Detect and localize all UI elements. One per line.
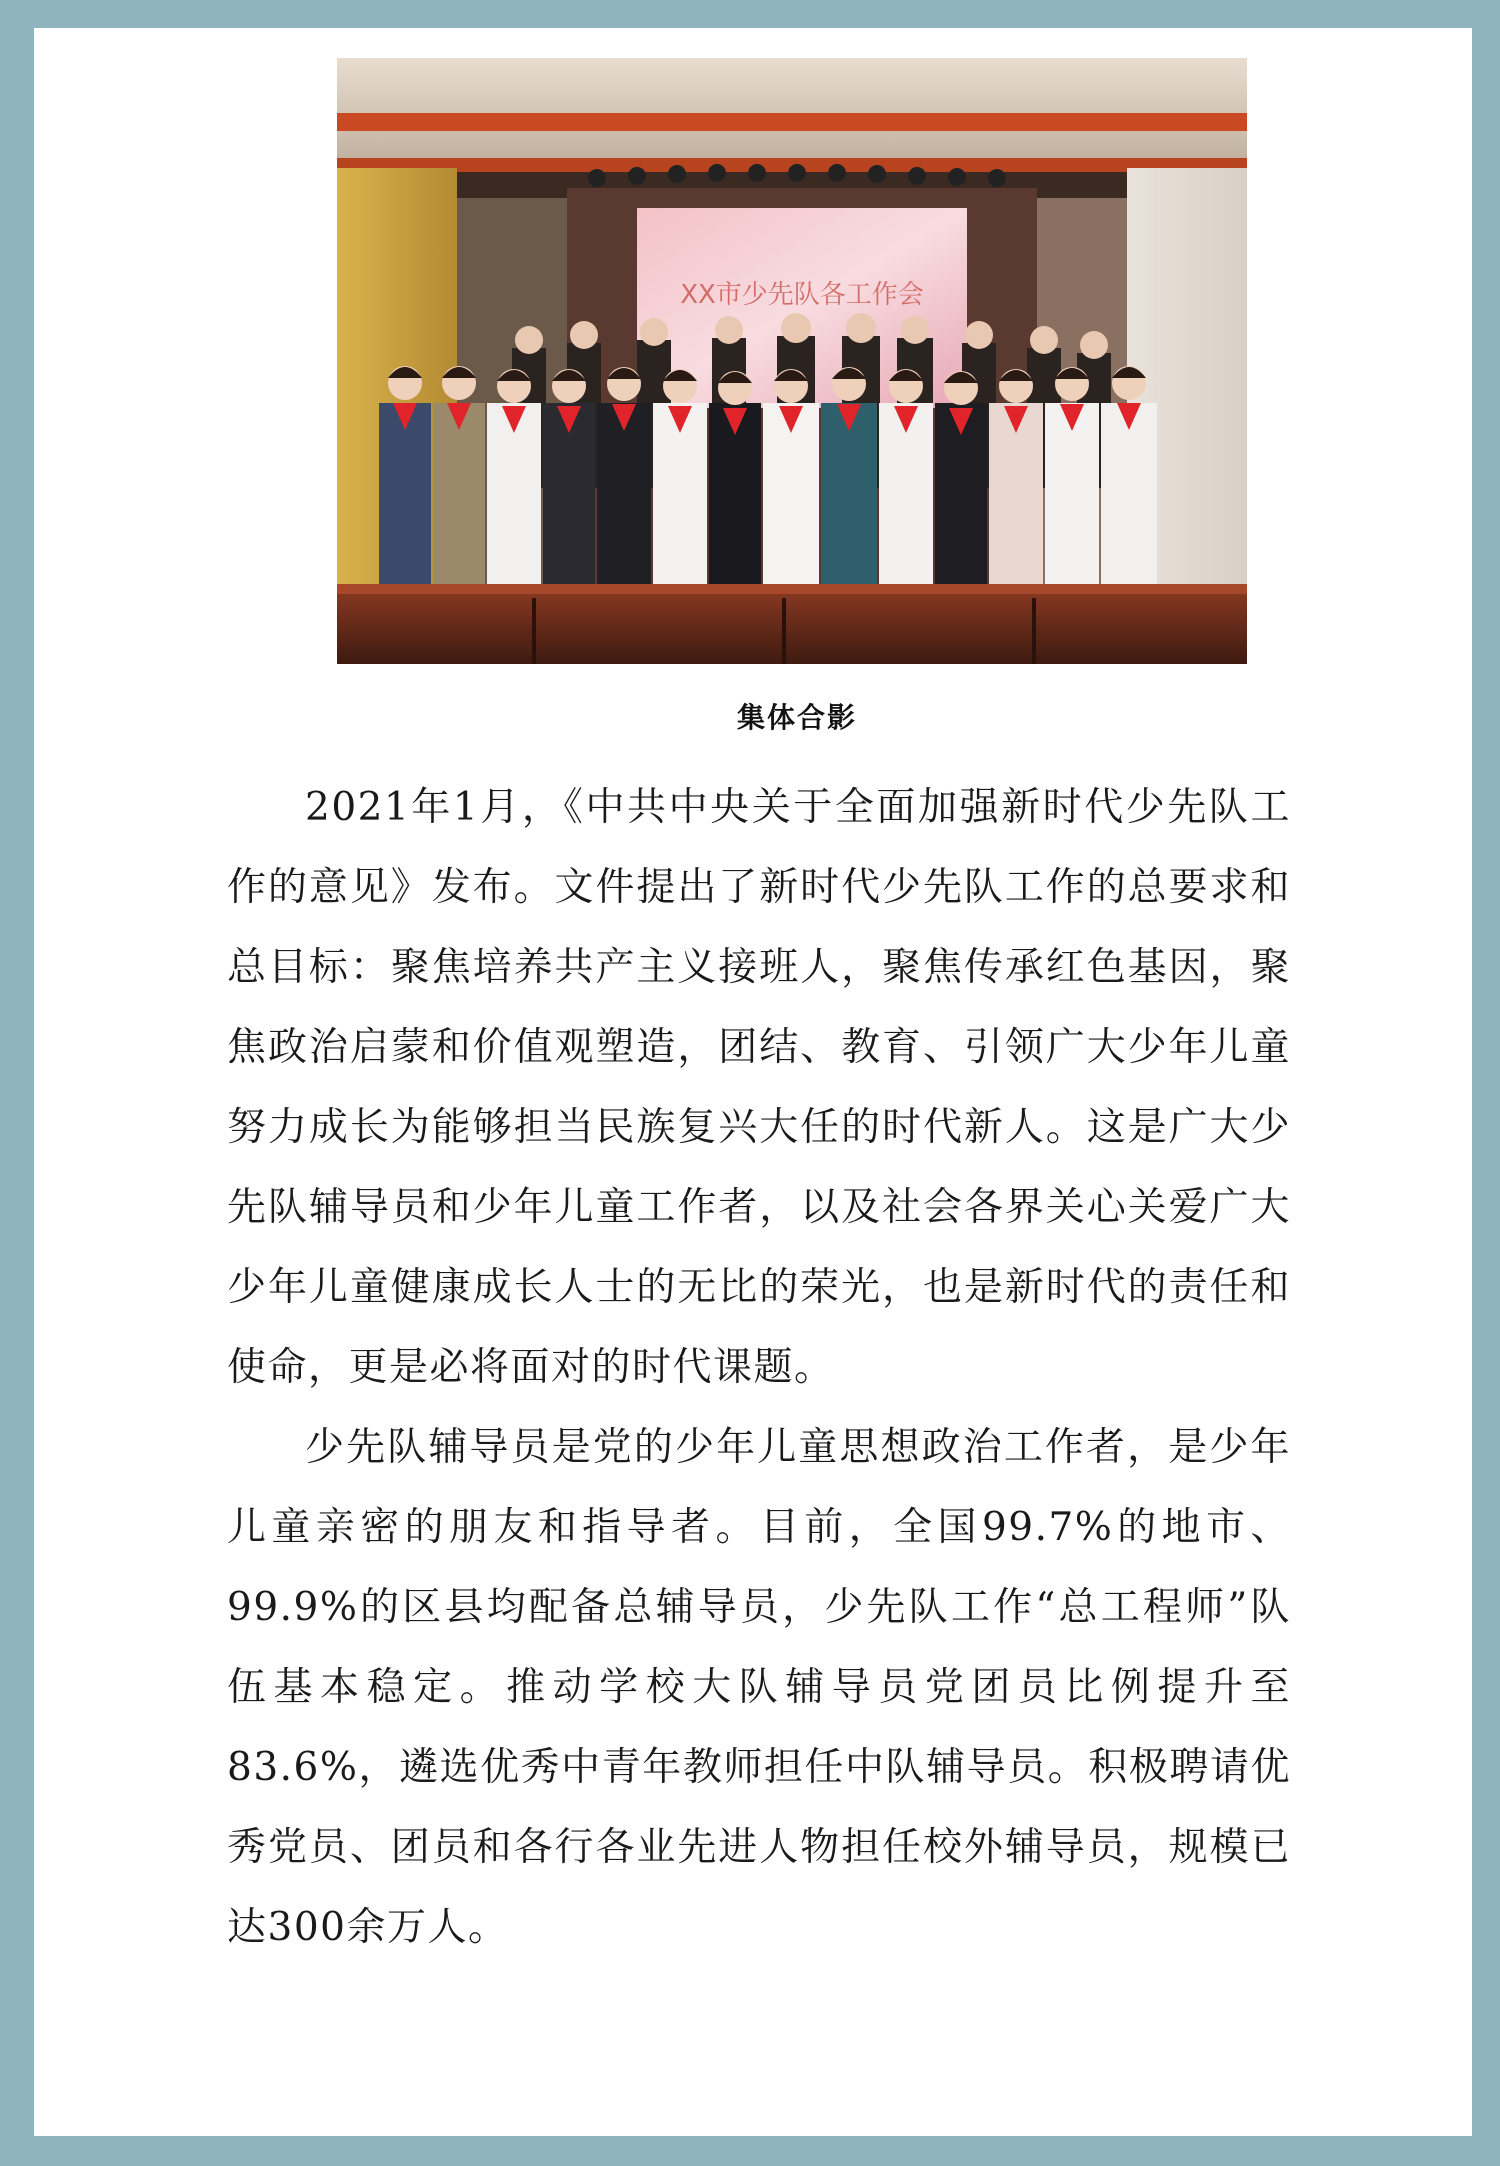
article-body [227, 768, 1291, 1968]
paragraph-2: 少先队辅导员是党的少年儿童思想政治工作者，是少年儿童亲密的朋友和指导者。目前，全国99.7%的地市、99.9%的区县均配备总辅导员，少先队工作“总工程师”队伍基本稳定。推动学校大队辅导员党团员比例提升至83.6%，遴选优秀中青年教师担任中队辅导员。积极聘请优秀党员、团员和各行各业先进人物担任校外辅导员，规模已达300余万人。 [227, 1425, 1291, 1950]
group-photo-image [337, 58, 1247, 664]
group-photo [337, 58, 1247, 664]
paragraph-1: 2021年1月，《中共中央关于全面加强新时代少先队工作的意见》发布。文件提出了新时代少先队工作的总要求和总目标：聚焦培养共产主义接班人，聚焦传承红色基因，聚焦政治启蒙和价值观塑造，团结、教育、引领广大少年儿童努力成长为能够担当民族复兴大任的时代新人。这是广大少先队辅导员和少年儿童工作者，以及社会各界关心关爱广大少年儿童健康成长人士的无比的荣光，也是新时代的责任和使命，更是必将面对的时代课题。 [227, 785, 1291, 1390]
screen-text: XX市少先队各工作会 [680, 280, 924, 310]
photo-caption: 集体合影 [736, 701, 857, 734]
document-page [34, 28, 1472, 2136]
